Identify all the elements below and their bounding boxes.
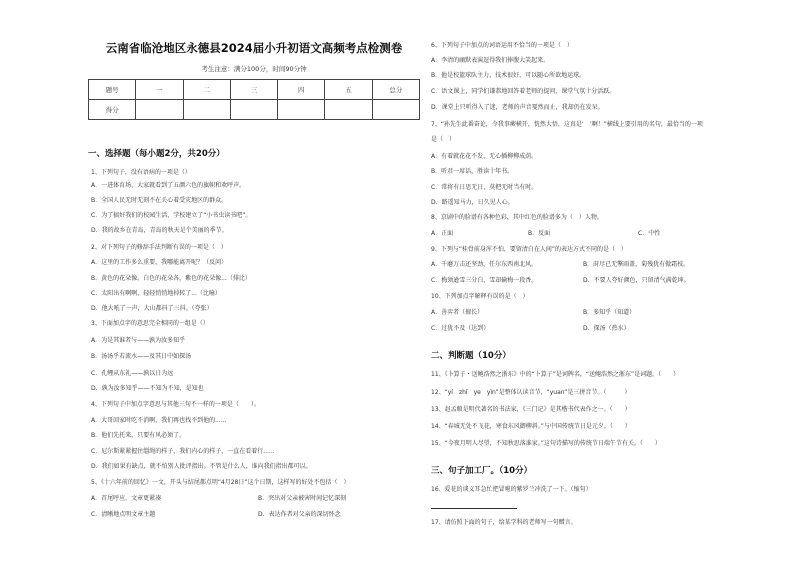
option-line: D．我的故乡在青岛，青岛的秋天是个美丽的季节。: [91, 227, 228, 234]
score-table: [88, 79, 420, 120]
section-heading-judge: 二、判断题（10分）: [431, 351, 511, 361]
question-line: 12、“yí zhǐ ye yìn”是整体认读音节，“yuan”是三拼音节。（ ）: [431, 389, 631, 396]
option-line: D．孰为汝多知乎——不知为不知，是知也: [91, 385, 204, 392]
option-line: A．千磨万击还坚劲，任尔东西南北风。: [431, 261, 538, 268]
score-cell: [372, 100, 419, 120]
question-line: 6、下列句子中加点的词语运用不恰当的一项是（ ）: [431, 42, 573, 49]
option-line: B．他们先托来，只要有风必须了。: [91, 432, 186, 439]
score-header-cell: 一: [136, 80, 183, 100]
option-line: B．全国人民无时无刻不在关心着受灾地区的群众。: [91, 197, 228, 204]
option-line: A．这里的工作多么重要，我哪能离开呢？（反问）: [91, 259, 228, 266]
option-line: C．太阳出有啊啊，轻轻悄悄地掉转了...（比喻）: [91, 290, 221, 297]
option-line: D．探汤（热水）: [583, 325, 630, 332]
option-line: D．课堂上只听得入了迷，老师的声音戛然而止，我却仍在发呆。: [431, 104, 604, 111]
question-line: 8、京剧中的脸谱有各种色彩，其中红色的脸谱多为（ ）人物。: [431, 214, 603, 221]
score-table-score-row: [89, 100, 420, 120]
option-line: C．为了搞好我们的校园生活，学校建立了“小书虫读书吧”。: [91, 212, 252, 219]
option-line: A．李清的幽默表演逗得我们捧腹大笑起来。: [431, 57, 550, 64]
option-line: A．有着就花花不发，无心插柳柳成荫。: [431, 153, 538, 160]
option-line: C．清晰地点明文章主题: [91, 511, 156, 518]
option-line: A．为是其谁者与——孰为汝多知乎: [91, 337, 186, 344]
question-line: 1、下列句子，没有语病的一项是（）: [91, 169, 191, 176]
option-line: D．路遥知马力，日久见人心。: [431, 199, 514, 206]
option-line: B．黄色的花朵像，白色的花朵各，紫色的花朵像...（排比）: [91, 275, 251, 282]
answer-blank-line: [431, 508, 517, 509]
option-line: A．首尾呼应，文章更紧凑: [91, 495, 162, 502]
option-line: A．一进体育场，大家就看到了五颜六色的旗帜和欢呼声。: [91, 182, 246, 189]
question-line: 11、《卜算子・送鲍浩然之浙东》中的“卜算子”是词牌名，“送鲍浩然之浙东”是词题。（ ）: [431, 371, 680, 378]
score-cell: [136, 100, 183, 120]
question-line: 14、“春城无处不飞花，寒食东风御柳斜。”与中国传统节日是元夕。（ ）: [431, 423, 631, 430]
question-line: 是（ ）: [431, 136, 456, 143]
option-line: D．我们如果有缺点，就不怕别人批评指出。不管是什么人，谁向我们指出都可以。: [91, 463, 312, 470]
option-line: B．他是校篮球队主力，技术很好，可以随心所欲地运球。: [431, 72, 586, 79]
section-heading-choice: 一、选择题（每小题2分，共20分）: [88, 149, 225, 159]
question-line: 5、《十六年前的回忆》一文，开头与结尾都点明“4月28日”这个日期，这样写的好处不包括（ ）: [91, 479, 350, 486]
option-line: B．听君一席话，胜读十年书。: [431, 168, 514, 175]
question-line: 16、爱花的谈义耳急忙把冒啦的紫罗兰冲洗了一下。（缩句）: [431, 486, 592, 493]
question-line: 3、下面加点字的意思完全相同的一组是（）: [91, 320, 209, 327]
option-line: D．他大吼了一声，大山都抖了三抖。（夸张）: [91, 305, 213, 312]
option-line: C．孔鲤从东礼——孰以日为远: [91, 370, 174, 377]
option-line: B．汤汤乎若流水——及其日中如探汤: [91, 353, 192, 360]
question-line: 4、下列句子中加点字意思与其他三句不一样的一项是（ ）。: [91, 401, 260, 408]
question-line: 9、下列与“桂骨前身浑不怕，要留清白在人间”的表达方式不同的是（ ）: [431, 246, 628, 253]
score-header-cell: 五: [325, 80, 372, 100]
option-line: D．不要人夸好颜色，只留清气满乾坤。: [583, 277, 690, 284]
section-heading-sentence: 三、句子加工厂。（10分）: [431, 466, 533, 476]
score-header-cell: 题号: [89, 80, 136, 100]
option-line: D．表达作者对父亲的深切怀念: [258, 511, 341, 518]
page-title: 云南省临沧地区永德县2024届小升初语文高频考点检测卷: [105, 41, 403, 55]
option-line: C．中性: [638, 230, 661, 237]
score-header-cell: 二: [183, 80, 230, 100]
score-table-header-row: [89, 80, 420, 100]
question-line: 17、请仿照下面的句子，给某学科的老师写一句赠言。: [431, 519, 577, 526]
question-line: 13、赵孟頫是明代著名的书法家，《三门记》是其楷书代表作之一。（ ）: [431, 406, 631, 413]
option-line: A．善弈者（擅长）: [431, 309, 484, 316]
score-row-label: 得分: [89, 100, 136, 120]
option-line: C．语文课上，同学们谦恭地回答着老师的提问，课堂气氛十分活跃。: [431, 88, 616, 95]
score-header-cell: 三: [230, 80, 277, 100]
option-line: A．正面: [431, 230, 454, 237]
option-line: B．反面: [528, 230, 551, 237]
score-header-cell: 四: [278, 80, 325, 100]
option-line: B．多知乎（知道）: [583, 309, 636, 316]
option-line: B．突出对父亲被害时间记忆深刻: [258, 495, 347, 502]
exam-notice: 考生注意：满分100分，时间90分钟: [201, 65, 307, 73]
option-line: C．过犹不及（达到）: [431, 325, 490, 332]
question-line: 15、“今夜月明人尽望，不知秋思落谁家。”这句诗描写的传统节日端午节有关。（ ）: [431, 440, 661, 447]
score-header-cell: 总分: [372, 80, 419, 100]
option-line: B．莳尽已无擎雨盖，菊残犹有傲霜枝。: [583, 261, 690, 268]
option-line: C．常将有日思无日，莫把无时当有时。: [431, 184, 538, 191]
score-cell: [325, 100, 372, 120]
score-cell: [230, 100, 277, 120]
question-line: 10、下列加点字解释有误的是（ ）: [431, 293, 529, 300]
score-cell: [183, 100, 230, 120]
option-line: C．尼尔斯紧紧握住缰绳的样子，我们内心的样子，一直在看着行......: [91, 448, 275, 455]
score-cell: [278, 100, 325, 120]
question-line: 7、“孙先生此番奋论，令我事蕨横开，恍然大悟，这真是‘ ’啊！”横线上要引用的名句，最恰当的一项: [431, 121, 703, 128]
option-line: C．梅须逊雪三分白，雪却输梅一段香。: [431, 277, 538, 284]
question-line: 2、对下列句子的修辞手法判断有误的一项是（ ）: [91, 244, 227, 251]
option-line: A．大哥回家时吃不消啊，我们再也找不到他的......: [91, 417, 227, 424]
